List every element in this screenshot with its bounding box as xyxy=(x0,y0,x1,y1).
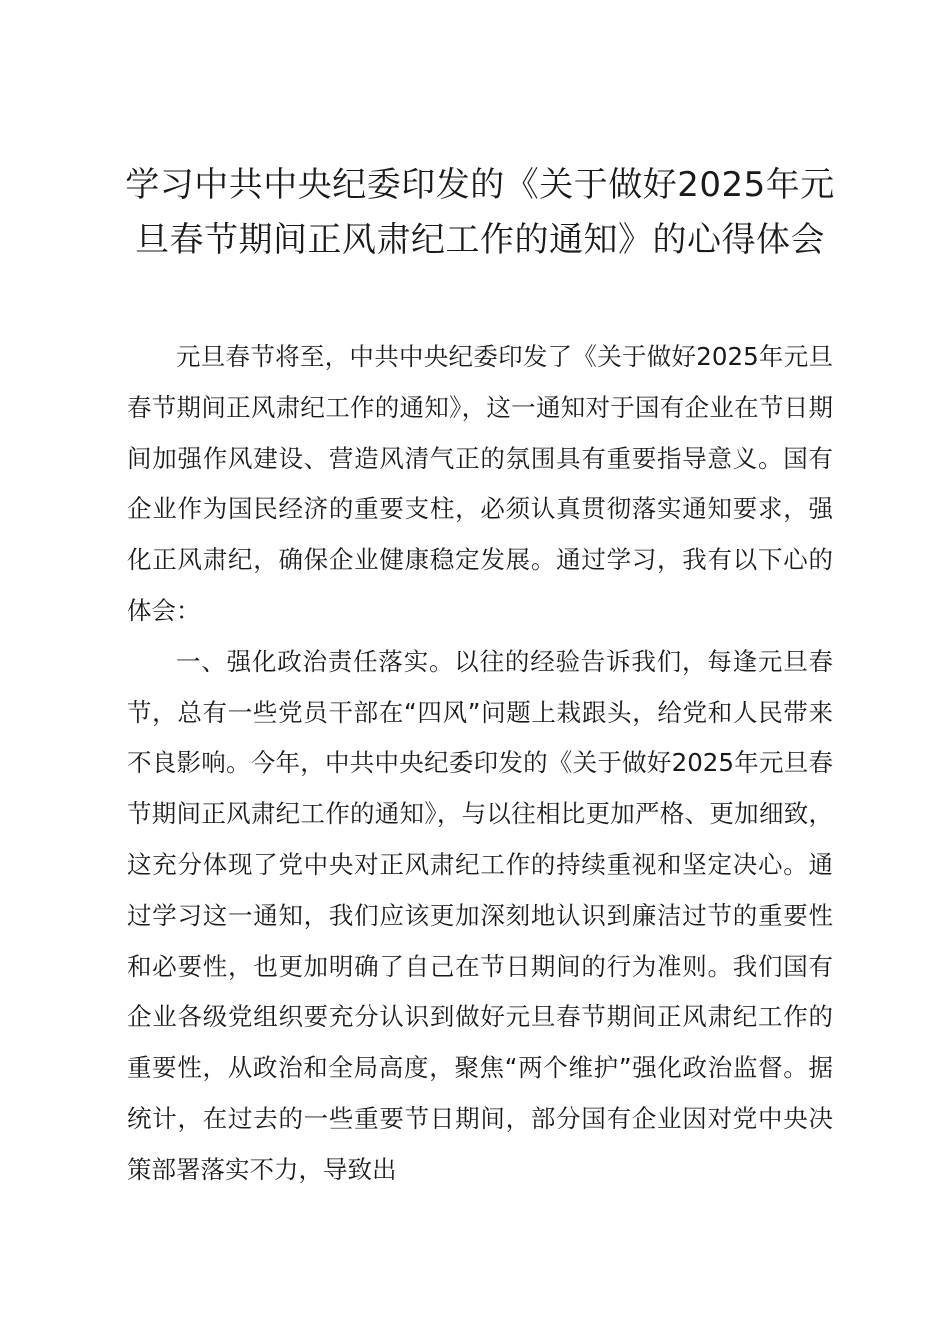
paragraph-intro: 元旦春节将至，中共中央纪委印发了《关于做好2025年元旦春节期间正风肃纪工作的通知》，这一通知对于国有企业在节日期间加强作风建设、营造风清气正的氛围具有重要指导意义。国有企业作为国民经济的重要支柱，必须认真贯彻落实通知要求，强化正风肃纪，确保企业健康稳定发展。通过学习，我有以下心的体会： xyxy=(127,342,833,625)
document-title: 学习中共中央纪委印发的《关于做好2025年元旦春节期间正风肃纪工作的通知》的心得体会 xyxy=(125,165,835,260)
document-body xyxy=(127,332,833,1196)
paragraph-section-one: 一、强化政治责任落实。以往的经验告诉我们，每逢元旦春节，总有一些党员干部在“四风”问题上栽跟头，给党和人民带来不良影响。今年，中共中央纪委印发的《关于做好2025年元旦春节期间正风肃纪工作的通知》，与以往相比更加严格、更加细致，这充分体现了党中央对正风肃纪工作的持续重视和坚定决心。通过学习这一通知，我们应该更加深刻地认识到廉洁过节的重要性和必要性，也更加明确了自己在节日期间的行为准则。我们国有企业各级党组织要充分认识到做好元旦春节期间正风肃纪工作的重要性，从政治和全局高度，聚焦“两个维护”强化政治监督。据统计，在过去的一些重要节日期间，部分国有企业因对党中央决策部署落实不力，导致出 xyxy=(127,646,833,1184)
